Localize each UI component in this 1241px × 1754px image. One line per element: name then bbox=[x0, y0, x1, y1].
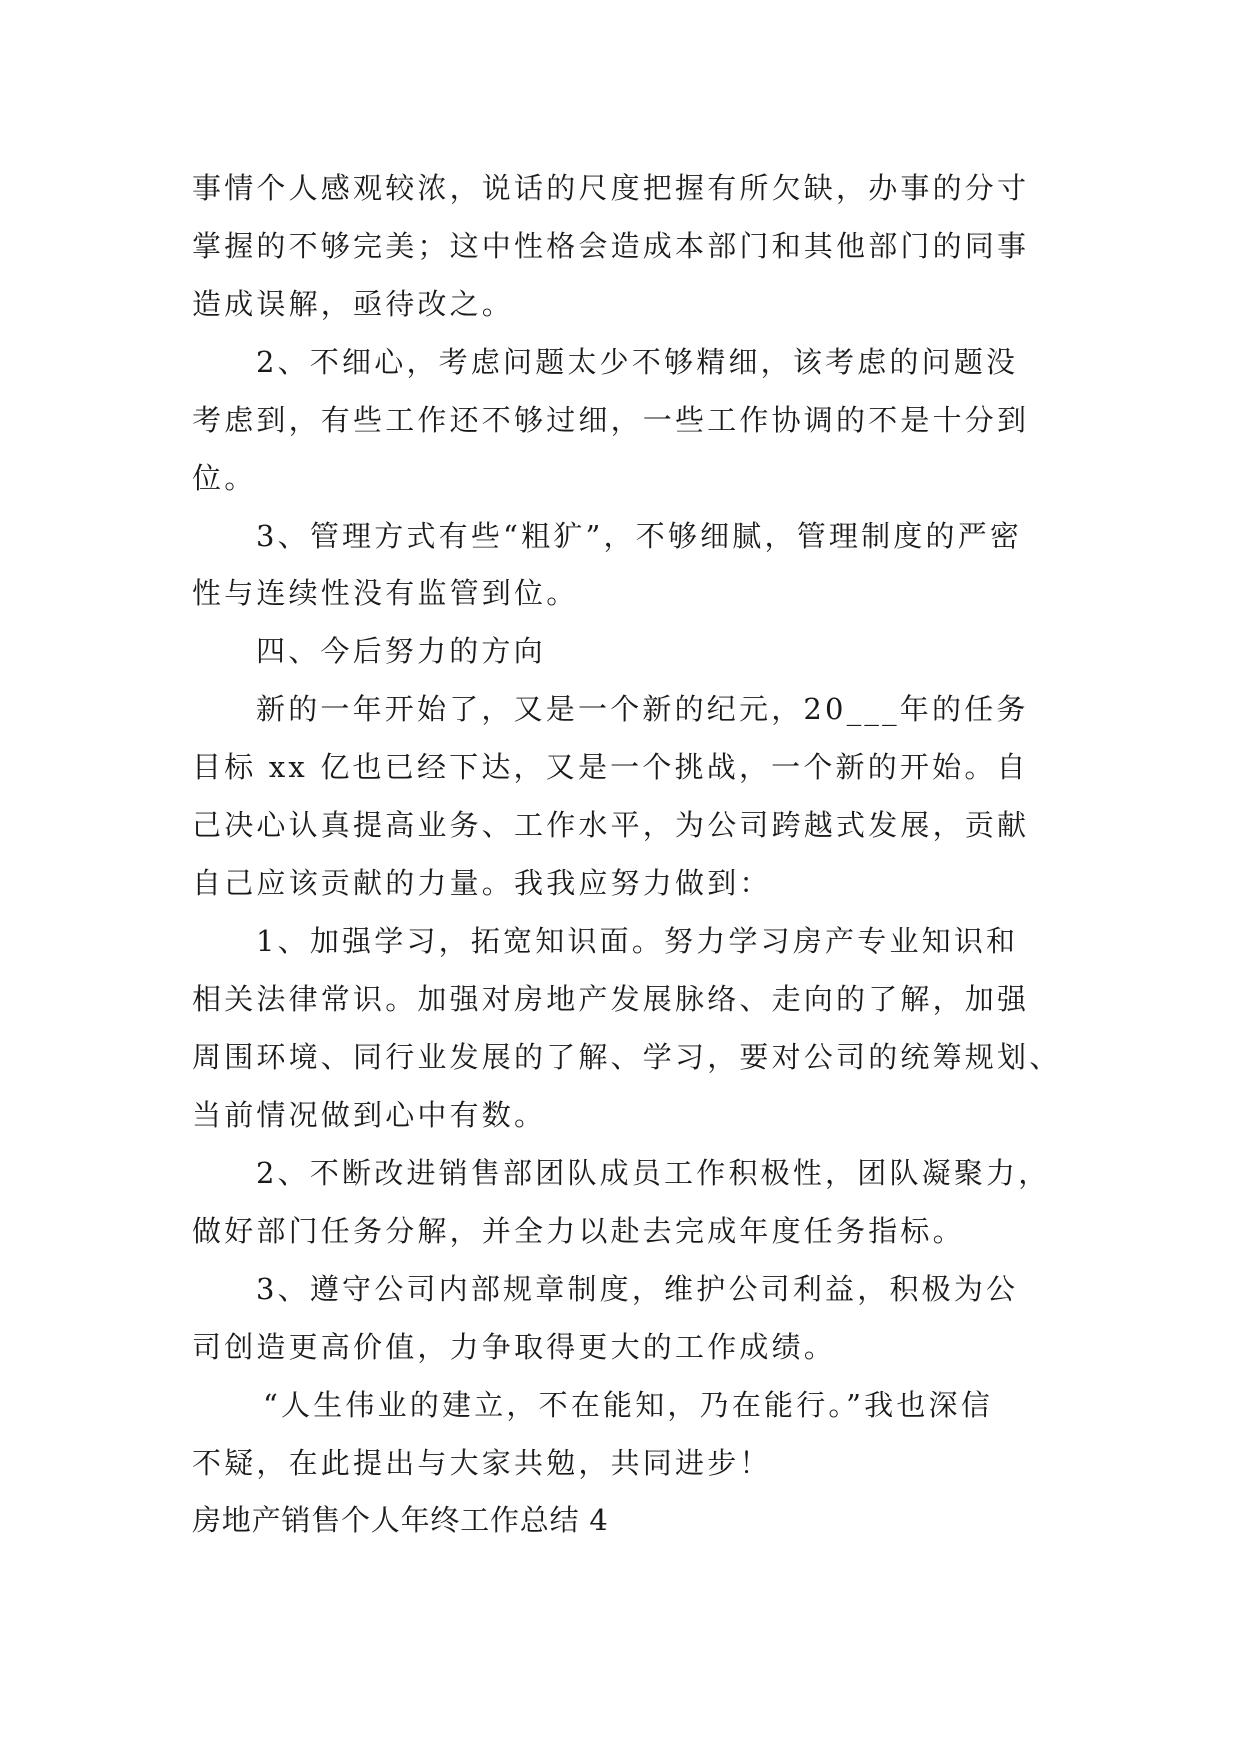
body-line: 2、不断改进销售部团队成员工作积极性，团队凝聚力， bbox=[256, 1156, 1051, 1190]
body-line: 性与连续性没有监管到位。 bbox=[192, 576, 579, 610]
body-line: 周围环境、同行业发展的了解、学习，要对公司的统筹规划、 bbox=[192, 1040, 1062, 1074]
body-line: 考虑到，有些工作还不够过细，一些工作协调的不是十分到 bbox=[192, 403, 1030, 437]
body-line: 新的一年开始了，又是一个新的纪元，20___年的任务 bbox=[256, 692, 1029, 726]
body-line: 3、管理方式有些“粗犷”，不够细腻，管理制度的严密 bbox=[256, 519, 1023, 553]
body-line: 自己应该贡献的力量。我我应努力做到： bbox=[192, 866, 772, 900]
body-line: 1、加强学习，拓宽知识面。努力学习房产专业知识和 bbox=[256, 924, 1019, 958]
body-line: 司创造更高价值，力争取得更大的工作成绩。 bbox=[192, 1330, 837, 1364]
body-line: 己决心认真提高业务、工作水平，为公司跨越式发展，贡献 bbox=[192, 808, 1030, 842]
next-section-title: 房地产销售个人年终工作总结 4 bbox=[192, 1503, 609, 1537]
quote-line: “人生伟业的建立，不在能知，乃在能行。”我也深信 bbox=[263, 1388, 993, 1422]
body-line: 位。 bbox=[192, 461, 257, 495]
section-heading: 四、今后努力的方向 bbox=[256, 634, 546, 668]
body-line: 事情个人感观较浓，说话的尺度把握有所欠缺，办事的分寸 bbox=[192, 171, 1030, 205]
body-line: 当前情况做到心中有数。 bbox=[192, 1098, 547, 1132]
body-line: 做好部门任务分解，并全力以赴去完成年度任务指标。 bbox=[192, 1214, 965, 1248]
body-line: 掌握的不够完美；这中性格会造成本部门和其他部门的同事 bbox=[192, 229, 1030, 263]
body-line: 2、不细心，考虑问题太少不够精细，该考虑的问题没 bbox=[256, 345, 1019, 379]
body-line: 目标 xx 亿也已经下达，又是一个挑战，一个新的开始。自 bbox=[192, 750, 1029, 784]
body-line: 3、遵守公司内部规章制度，维护公司利益，积极为公 bbox=[256, 1272, 1019, 1306]
body-line: 不疑，在此提出与大家共勉，共同进步！ bbox=[192, 1446, 772, 1480]
body-line: 造成误解，亟待改之。 bbox=[192, 287, 515, 321]
body-line: 相关法律常识。加强对房地产发展脉络、走向的了解，加强 bbox=[192, 982, 1030, 1016]
